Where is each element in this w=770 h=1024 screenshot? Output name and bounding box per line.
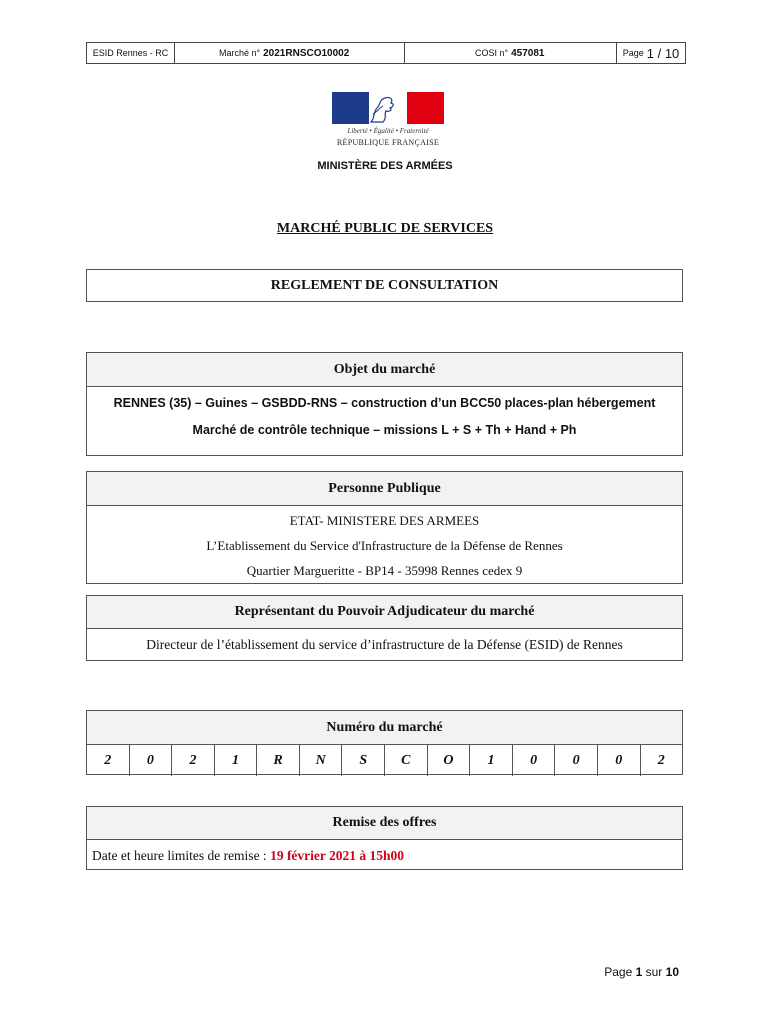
remise-line: [87, 840, 682, 871]
personne-line-3: Quartier Margueritte - BP14 - 35998 Rennes cedex 9: [246, 563, 523, 578]
numero-char: R: [257, 745, 300, 776]
page-header: [86, 42, 686, 64]
remise-box: [86, 806, 683, 870]
numero-char: 0: [598, 745, 641, 776]
numero-char: S: [342, 745, 385, 776]
tricolor-flag-icon: [332, 92, 444, 124]
numero-char: 2: [87, 745, 130, 776]
personne-heading: Personne Publique: [87, 472, 682, 506]
header-page-label: Page: [622, 48, 644, 58]
header-cosi-value: 457081: [511, 47, 545, 59]
remise-deadline: 19 février 2021 à 15h00: [270, 848, 405, 863]
objet-heading: Objet du marché: [87, 353, 682, 387]
numero-box: [86, 710, 683, 775]
marianne-profile-icon: [369, 92, 407, 124]
header-marche: [175, 43, 405, 63]
footer-current-page: 1: [635, 965, 643, 979]
footer-page-word: Page: [604, 965, 633, 979]
personne-line-1: ETAT- MINISTERE DES ARMEES: [289, 513, 480, 528]
objet-line-2: Marché de contrôle technique – missions L + S + Th + Hand + Ph: [192, 423, 577, 437]
document-title: MARCHÉ PUBLIC DE SERVICES: [276, 221, 494, 236]
header-org: ESID Rennes - RC: [87, 43, 175, 63]
numero-heading: Numéro du marché: [87, 711, 682, 745]
numero-char: 2: [657, 752, 665, 768]
numero-char: 1: [215, 745, 258, 776]
header-page: [617, 43, 685, 63]
numero-char: N: [300, 745, 343, 776]
numero-char: 0: [513, 745, 556, 776]
header-page-value: 1 / 10: [646, 45, 680, 61]
consultation-title-box: REGLEMENT DE CONSULTATION: [86, 269, 683, 302]
numero-char: O: [428, 745, 471, 776]
numero-char: 1: [470, 745, 513, 776]
objet-box: [86, 352, 683, 456]
personne-line-2: L’Etablissement du Service d'Infrastructure de la Défense de Rennes: [206, 538, 563, 553]
remise-heading: Remise des offres: [87, 807, 682, 840]
header-marche-label: Marché n°: [219, 48, 261, 58]
header-cosi-label: COSI n°: [475, 48, 509, 58]
representant-box: [86, 595, 683, 661]
header-marche-value: 2021RNSCO10002: [263, 47, 350, 59]
republique-francaise-logo: [332, 92, 444, 150]
page-footer: [604, 965, 679, 979]
numero-cells: [87, 745, 682, 776]
numero-char: C: [385, 745, 428, 776]
republic-name: RÉPUBLIQUE FRANÇAISE: [336, 138, 440, 147]
footer-total-pages: 10: [665, 965, 679, 979]
numero-char: 0: [130, 745, 173, 776]
representant-line: Directeur de l’établissement du service d’infrastructure de la Défense (ESID) de Rennes: [146, 637, 623, 652]
numero-char: 2: [172, 745, 215, 776]
ministry-name: MINISTÈRE DES ARMÉES: [317, 160, 453, 172]
personne-publique-box: [86, 471, 683, 584]
objet-line-1: RENNES (35) – Guines – GSBDD-RNS – construction d’un BCC50 places-plan hébergement: [113, 396, 656, 410]
representant-heading: Représentant du Pouvoir Adjudicateur du marché: [87, 596, 682, 629]
footer-sur: sur: [645, 965, 663, 979]
header-cosi: [405, 43, 617, 63]
republic-motto: Liberté • Égalité • Fraternité: [347, 127, 429, 135]
remise-label: Date et heure limites de remise :: [92, 848, 271, 863]
numero-char: 0: [555, 745, 598, 776]
